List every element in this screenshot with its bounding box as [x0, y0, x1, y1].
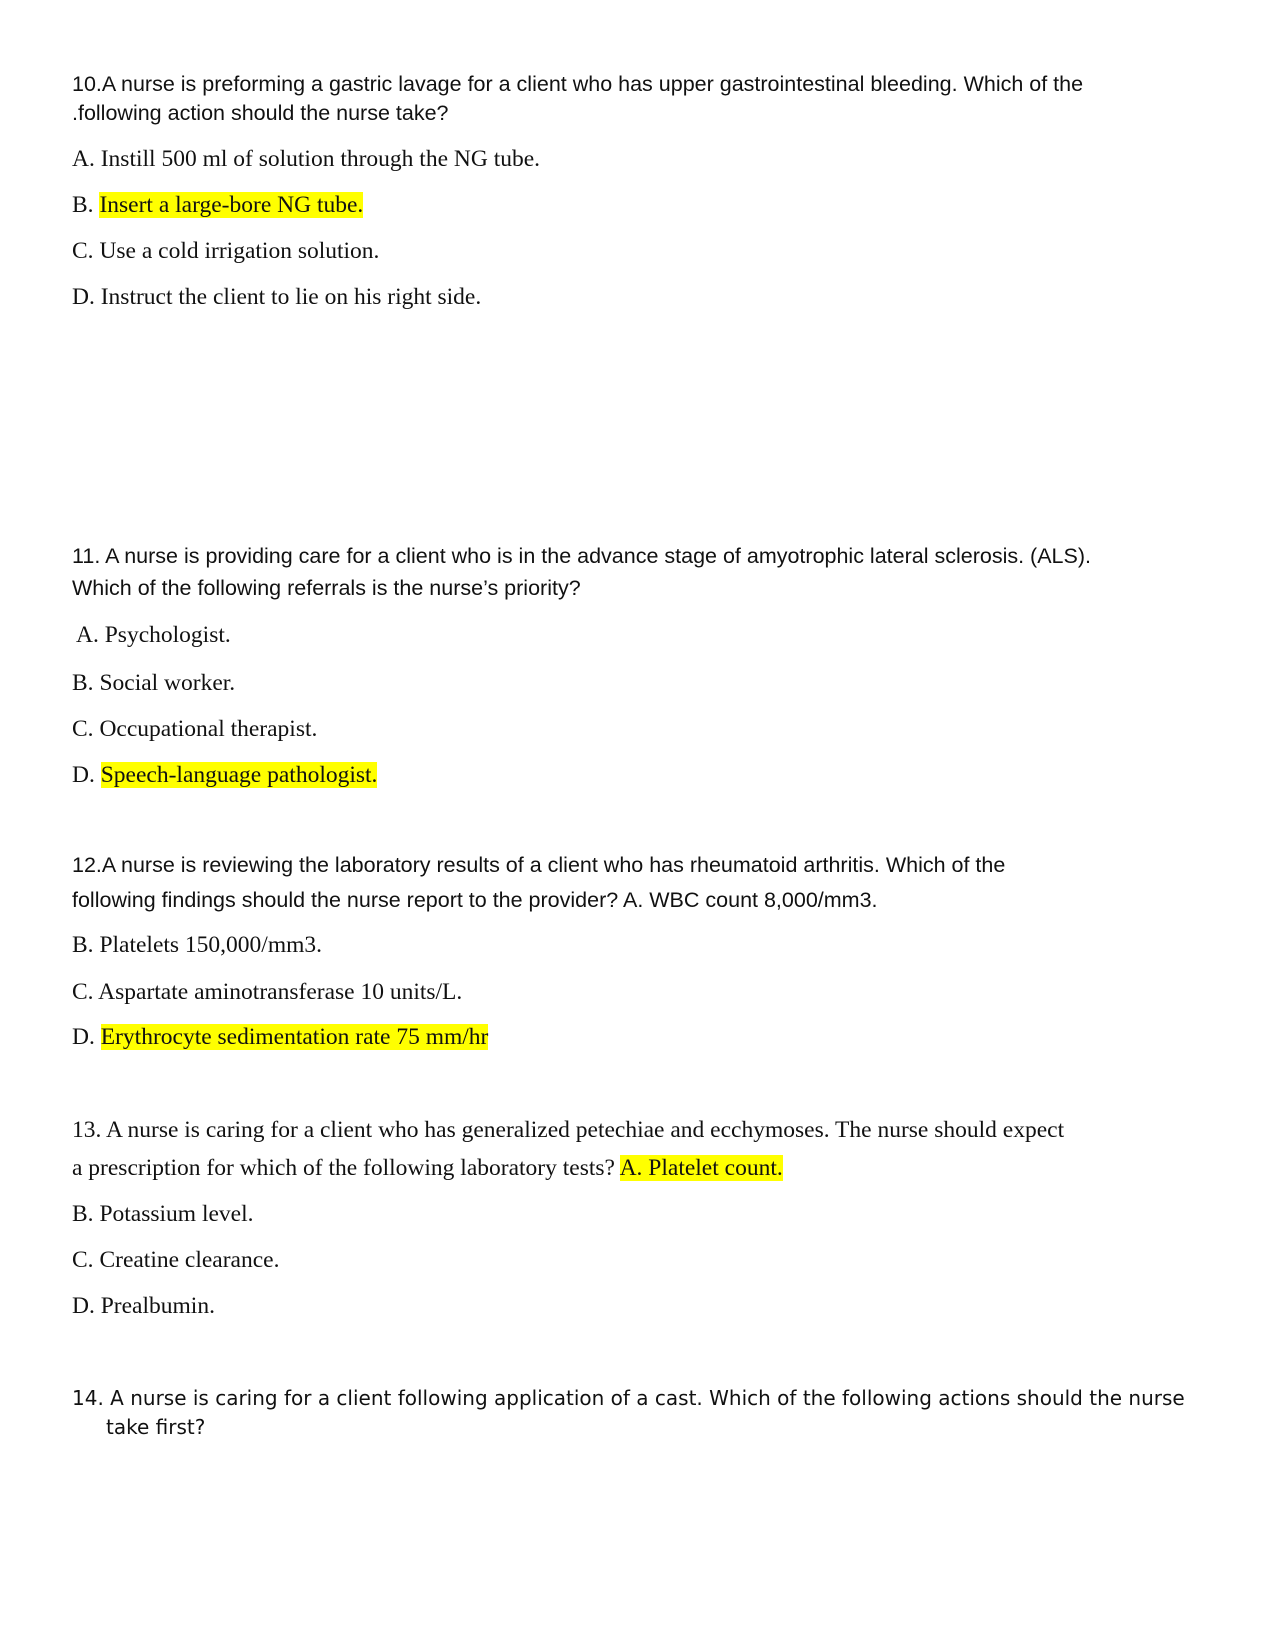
option-letter: D.	[72, 762, 95, 788]
question-10-option-b	[72, 192, 363, 219]
question-10-stem-line-2: .following action should the nurse take?	[72, 101, 449, 125]
option-letter: D.	[72, 1293, 95, 1319]
option-text: Psychologist.	[104, 622, 231, 648]
option-text: Creatine clearance.	[99, 1247, 280, 1273]
option-text: Prealbumin.	[100, 1293, 215, 1319]
stem-text: A nurse is caring for a client following application of a cast. Which of the following actions should the nurse	[110, 1386, 1185, 1410]
question-12-option-c	[72, 979, 462, 1006]
highlighted-answer: Erythrocyte sedimentation rate 75 mm/hr	[100, 1024, 489, 1050]
question-10-option-a	[72, 146, 540, 173]
question-11-stem-line-1: 11. A nurse is providing care for a client who is in the advance stage of amyotrophic lateral sclerosis. (ALS).	[72, 544, 1091, 568]
question-12-option-d	[72, 1024, 488, 1051]
option-letter: D.	[72, 284, 95, 310]
option-letter: D.	[72, 1024, 95, 1050]
option-text: Aspartate aminotransferase 10 units/L.	[98, 979, 463, 1005]
question-10-option-d	[72, 284, 481, 311]
question-13-option-c	[72, 1247, 279, 1274]
question-12-option-b	[72, 932, 322, 959]
option-letter: C.	[72, 716, 94, 742]
option-letter: B.	[72, 932, 94, 958]
highlighted-answer: Speech-language pathologist.	[100, 762, 378, 788]
question-11-option-c	[72, 716, 317, 743]
question-11-option-b	[72, 670, 235, 697]
option-letter: A.	[72, 146, 95, 172]
option-letter: B.	[72, 670, 94, 696]
question-12-stem-line-1: 12.A nurse is reviewing the laboratory results of a client who has rheumatoid arthritis. Which of the	[72, 853, 1006, 877]
option-text: Potassium level.	[99, 1201, 254, 1227]
question-11-option-d	[72, 762, 377, 789]
option-letter: C.	[72, 1247, 94, 1273]
option-text: Platelets 150,000/mm3.	[99, 932, 323, 958]
highlighted-answer: Insert a large-bore NG tube.	[99, 192, 364, 218]
question-13-option-d	[72, 1293, 215, 1320]
option-letter: C.	[72, 979, 94, 1005]
option-letter: C.	[72, 238, 94, 264]
option-text: Use a cold irrigation solution.	[99, 238, 380, 264]
question-14-stem-line-1	[72, 1386, 1185, 1410]
option-text: Instruct the client to lie on his right side.	[100, 284, 482, 310]
question-14-stem-line-2: take first?	[106, 1415, 206, 1439]
highlighted-answer: A. Platelet count.	[619, 1155, 783, 1181]
question-number: 14.	[72, 1386, 104, 1410]
question-13-option-b	[72, 1201, 253, 1228]
question-11-option-a	[76, 622, 231, 649]
question-11-stem-line-2: Which of the following referrals is the nurse’s priority?	[72, 576, 581, 600]
option-letter: B.	[72, 1201, 94, 1227]
question-10-stem-line-1: 10.A nurse is preforming a gastric lavage for a client who has upper gastrointestinal bleeding. Which of the	[72, 72, 1084, 96]
option-text: Instill 500 ml of solution through the NG tube.	[100, 146, 541, 172]
question-13-stem-line-2	[72, 1155, 783, 1182]
option-text: Social worker.	[99, 670, 236, 696]
question-10-option-c	[72, 238, 379, 265]
option-letter: B.	[72, 192, 94, 218]
stem-text: a prescription for which of the following laboratory tests?	[72, 1155, 615, 1181]
question-13-stem-line-1: 13. A nurse is caring for a client who has generalized petechiae and ecchymoses. The nurse should expect	[72, 1117, 1065, 1143]
option-letter: A.	[76, 622, 99, 648]
option-text: Occupational therapist.	[99, 716, 318, 742]
question-12-stem-line-2: following findings should the nurse report to the provider? A. WBC count 8,000/mm3.	[72, 888, 878, 912]
